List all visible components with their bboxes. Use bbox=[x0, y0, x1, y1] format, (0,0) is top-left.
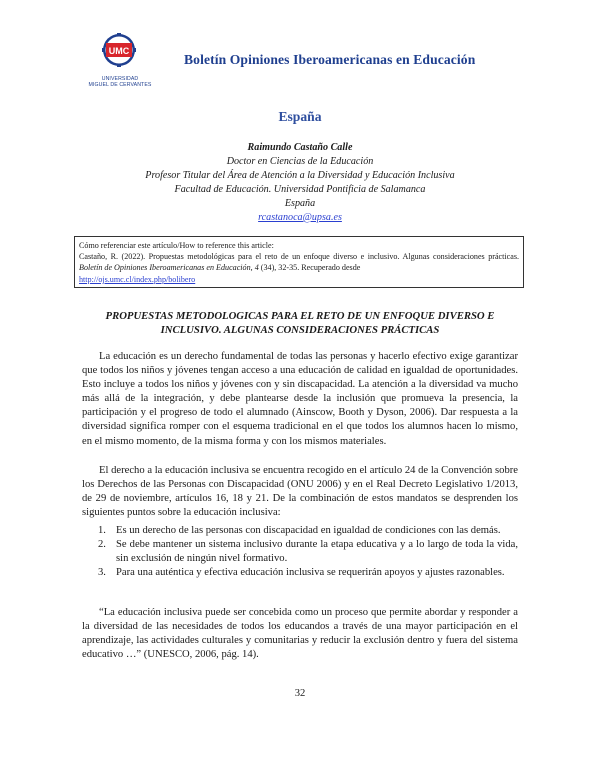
list-item bbox=[98, 524, 518, 538]
author-country: España bbox=[284, 197, 316, 209]
citation-url-link[interactable]: http://ojs.umc.cl/index.php/bolibero bbox=[79, 274, 196, 284]
author-faculty: Facultad de Educación. Universidad Pontificia de Salamanca bbox=[174, 183, 426, 195]
citation-text bbox=[79, 251, 519, 285]
citation-journal: Boletín de Opiniones Iberoamericanas en Educación, 4 bbox=[79, 263, 259, 273]
article-title: PROPUESTAS METODOLOGICAS PARA EL RETO DE UN ENFOQUE DIVERSO E INCLUSIVO. ALGUNAS CONSIDERACIONES PRÁCTICAS bbox=[105, 310, 495, 337]
author-position: Profesor Titular del Área de Atención a la Diversidad y Educación Inclusiva bbox=[145, 169, 455, 181]
author-degree: Doctor en Ciencias de la Educación bbox=[226, 155, 374, 167]
list-item-number: 2. bbox=[98, 539, 106, 551]
citation-heading: Cómo referenciar este artículo/How to reference this article: bbox=[79, 241, 274, 250]
citation-box bbox=[74, 236, 524, 288]
paragraph-2: El derecho a la educación inclusiva se encuentra recogido en el artículo 24 de la Convención sobre los Derechos de las Personas con Discapacidad (ONU 2006) y en el Real Decreto Legislativo 1/2013, de 29 de noviembre, artículos 16, 18 y 21. De la combinación de estos mandatos se desprenden los siguientes puntos sobre la educación inclusiva: bbox=[82, 465, 518, 519]
list-item-text: Se debe mantener un sistema inclusivo durante la etapa educativa y a lo largo de toda la vida, sin exclusión de ningún nivel formativo. bbox=[116, 539, 518, 565]
list-item bbox=[98, 566, 518, 580]
journal-title: Boletín Opiniones Iberoamericanas en Educación bbox=[184, 52, 476, 67]
university-logo bbox=[88, 32, 152, 94]
list-item-number: 1. bbox=[98, 525, 106, 536]
list-item bbox=[98, 538, 518, 566]
citation-plain: Castaño, R. (2022). Propuestas metodológicas para el reto de un enfoque diverso e inclusivo. Algunas consideraciones prácticas. bbox=[79, 252, 519, 262]
logo-line-2: MIGUEL DE CERVANTES bbox=[88, 82, 152, 88]
citation-details: (34), 32-35. Recuperado desde bbox=[260, 263, 361, 273]
author-block bbox=[0, 141, 600, 224]
author-email-link[interactable]: rcastanoca@upsa.es bbox=[258, 211, 342, 223]
logo-line-1: UNIVERSIDAD bbox=[101, 76, 139, 82]
inclusive-education-list bbox=[98, 524, 518, 580]
paragraph-1: La educación es un derecho fundamental de todas las personas y hacerlo efectivo exige garantizar que todos los niños y jóvenes tengan acceso a una educación de calidad en igualdad de oportunidades. Esto incluye a todos los niños y jóvenes con y sin discapacidad. La atención a la diversidad va mucho más allá de la integración, y debe plantearse desde la inclusión que promueva la presencia, la participación y el progreso de todo el alumnado (Ainscow, Booth y Dyson, 2006). Dar respuesta a la diversidad significa romper con el esquema tradicional en el que todos los alumnos hacen lo mismo, en el mismo momento, de la misma forma y con los mismos materiales. bbox=[82, 351, 518, 447]
university-logo-icon bbox=[99, 32, 139, 68]
page-number: 32 bbox=[294, 688, 306, 699]
list-item-number: 3. bbox=[98, 567, 106, 579]
list-item-text: Es un derecho de las personas con discapacidad en igualdad de condiciones con las demás. bbox=[116, 525, 501, 536]
logo-acronym: UMC bbox=[108, 46, 130, 56]
section-country: España bbox=[278, 109, 322, 124]
author-name: Raimundo Castaño Calle bbox=[247, 142, 353, 153]
unesco-quote: “La educación inclusiva puede ser concebida como un proceso que permite abordar y responder a la diversidad de las necesidades de todos los educandos a través de una mayor participación en el aprendizaje, las actividades culturales y comunitarias y reducir la exclusión dentro y fuera del sistema educativo …” (UNESCO, 2006, pág. 14). bbox=[82, 607, 518, 661]
list-item-text: Para una auténtica y efectiva educación inclusiva se requerirán apoyos y ajustes razonables. bbox=[116, 567, 505, 579]
